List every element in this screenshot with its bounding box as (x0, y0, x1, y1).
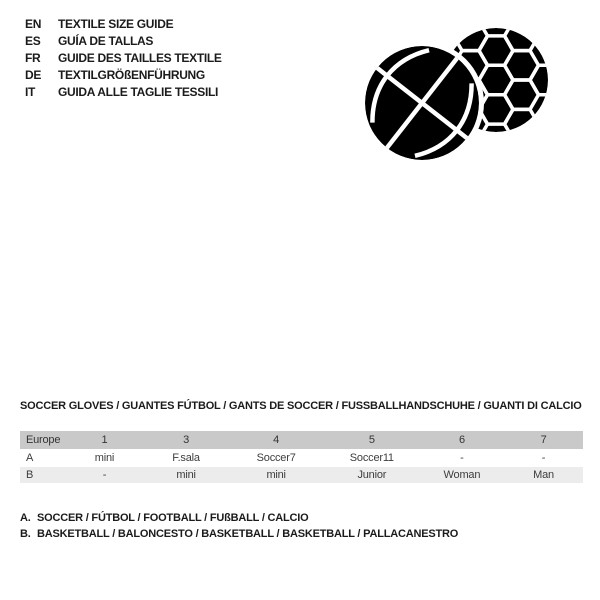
table-cell: mini (94, 452, 115, 464)
language-guide (25, 15, 222, 100)
language-row-de (25, 66, 222, 83)
legend-marker: A. (20, 512, 31, 524)
table-cell: - (102, 469, 107, 481)
table-cell: mini (176, 469, 196, 481)
size-table (20, 431, 583, 483)
row-label: B (26, 469, 34, 481)
size-table-title: SOCCER GLOVES / GUANTES FÚTBOL / GANTS DE SOCCER / FUSSBALLHANDSCHUHE / GUANTI DI CALCIO (20, 400, 582, 412)
language-code: FR (25, 50, 41, 65)
table-cell: Man (533, 469, 554, 481)
table-cell: - (460, 452, 464, 464)
table-row-a (20, 450, 583, 466)
language-code: ES (25, 33, 41, 48)
table-cell: mini (266, 469, 286, 481)
table-row-b (20, 467, 583, 483)
language-code: IT (25, 84, 36, 99)
language-row-es (25, 32, 222, 49)
legend-text: BASKETBALL / BALONCESTO / BASKETBALL / BASKETBALL / PALLACANESTRO (37, 528, 459, 540)
basketball-and-soccer-ball-icon (364, 24, 550, 164)
table-cell: Soccer7 (256, 452, 296, 464)
table-header-row (20, 431, 583, 449)
table-cell: Soccer11 (349, 452, 394, 464)
header-cell-size-1: 1 (101, 434, 108, 446)
header-cell-europe: Europe (26, 434, 61, 446)
legend-line-b (20, 526, 583, 542)
header-cell-size-6: 6 (458, 434, 465, 446)
language-label: GUIDA ALLE TAGLIE TESSILI (58, 84, 219, 99)
language-row-fr (25, 49, 222, 66)
table-cell: - (541, 452, 546, 464)
table-legend (20, 510, 583, 542)
header-cell-size-4: 4 (273, 434, 280, 446)
language-row-it (25, 83, 222, 100)
legend-marker: B. (20, 528, 31, 540)
language-label: TEXTILE SIZE GUIDE (58, 16, 174, 31)
header-cell-size-5: 5 (368, 434, 375, 446)
legend-line-a (20, 510, 583, 526)
language-label: GUÍA DE TALLAS (58, 33, 154, 48)
table-cell: Junior (357, 469, 387, 481)
language-code: EN (25, 16, 42, 31)
language-label: TEXTILGRÖßENFÜHRUNG (58, 67, 205, 82)
language-row-en (25, 15, 222, 32)
legend-text: SOCCER / FÚTBOL / FOOTBALL / FUßBALL / CALCIO (37, 512, 309, 524)
header-cell-size-3: 3 (183, 434, 190, 446)
language-label: GUIDE DES TAILLES TEXTILE (58, 50, 222, 65)
row-label: A (26, 452, 34, 464)
table-cell: F.sala (172, 452, 200, 464)
language-code: DE (25, 67, 42, 82)
size-table-section (20, 400, 583, 542)
header-cell-size-7: 7 (540, 434, 547, 446)
table-cell: Woman (443, 469, 481, 481)
